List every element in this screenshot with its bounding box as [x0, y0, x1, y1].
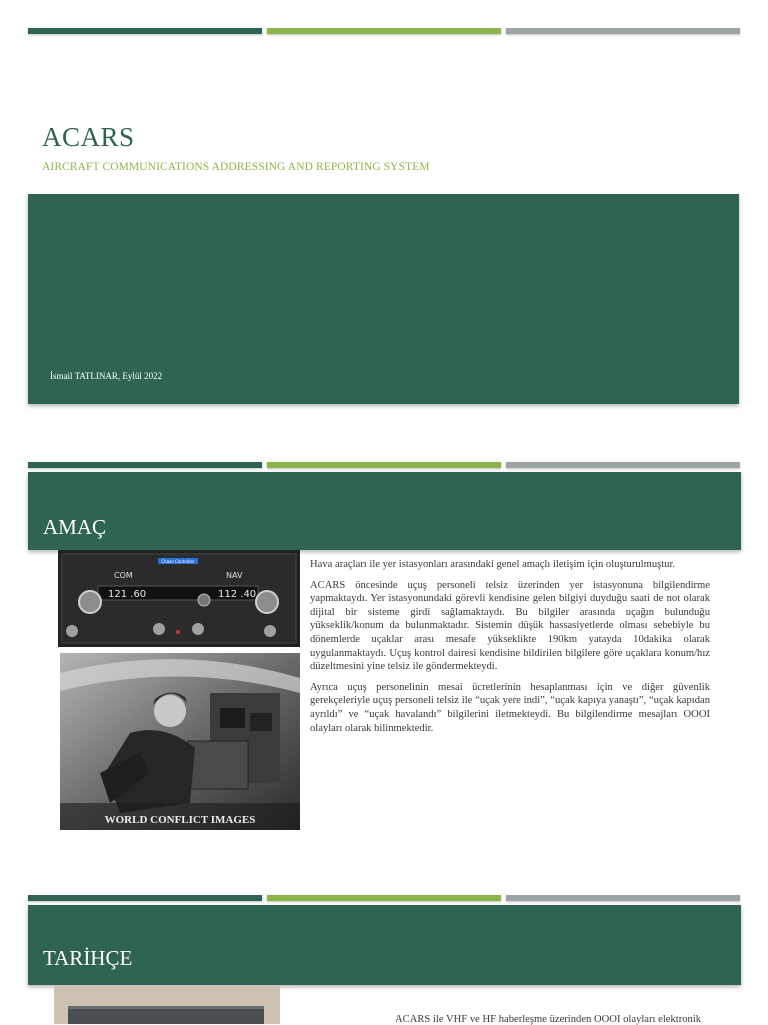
- slide2-body-text: [310, 558, 710, 742]
- radio-indicator-light: [176, 630, 180, 634]
- radio-knob-small-1: [66, 625, 78, 637]
- slide3-accent-bar-lightgreen: [267, 895, 501, 901]
- radio-panel-image: [58, 550, 300, 647]
- slide2-accent-bar-gray: [506, 462, 740, 468]
- slide1-accent-bar-gray: [506, 28, 740, 34]
- slide2-accent-bar-dark: [28, 462, 262, 468]
- slide3-accent-bar-gray: [506, 895, 740, 901]
- radio-nav-frequency: 112 .40: [218, 589, 257, 600]
- radio-knob-right: [256, 591, 278, 613]
- slide2-paragraph-2: ACARS öncesinde uçuş personeli telsiz üzerinden yer istasyonuna bilgilendirme yapmaktaydı. Yer istasyonundaki görevli kendisine gelen bilgiyi duyduğu saati de not olarak dijital bir sisteme girdi sağlamaktaydı. Bu bilgiler arasında uçağın bulunduğu yükseklik/konum da bulunmaktadır. Sistemin düşük hassasiyetlerde olması sebebiyle bu dönemlerde uçaklar arası mesafe yükseklikte 190km yatayda 10dakika olarak uygulanmaktaydı. Uçuş kontrol dairesi kendisine bildirilen bilgilere göre uçaklara konum/hız düzeltmesini yine telsiz ile göndermekteydi.: [310, 579, 710, 673]
- radio-knob-small-3: [192, 623, 204, 635]
- slide2-paragraph-3: Ayrıca uçuş personelinin mesai ücretlerinin hesaplanması için ve diğer güvenlik gerekçeleriyle uçuş personeli telsiz ile “uçak yere indi”, “uçak kapıya yanaştı”, “uçak kapıdan ayrıldı” ve “uçak havalandı” bilgilerini iletmekteydi. Bu bilgilendirme mesajları OOOI olayları olarak bilinmektedir.: [310, 681, 710, 734]
- slide2-paragraph-1: Hava araçları ile yer istasyonları arasındaki genel amaçlı iletişim için oluşturulmuştur.: [310, 559, 676, 570]
- slide3-text-start: ACARS ile VHF ve HF haberleşme üzerinden OOOI olayları elektronik: [395, 1014, 702, 1025]
- radio-knob-center: [198, 594, 210, 606]
- radio-knob-left: [79, 591, 101, 613]
- slide1-subtitle: AIRCRAFT COMMUNICATIONS ADDRESSING AND REPORTING SYSTEM: [42, 161, 430, 173]
- slide3-header-panel: [28, 905, 741, 985]
- slide1-accent-bar-dark: [28, 28, 262, 34]
- slide2-heading: AMAÇ: [43, 515, 107, 539]
- radio-panel-drawing: [58, 550, 300, 647]
- radio-com-frequency: 121 .60: [108, 589, 147, 600]
- radio-com-label: COM: [114, 571, 133, 580]
- slide1-author: İsmail TATLINAR, Eylül 2022: [50, 371, 163, 381]
- radio-blue-label-text: Chase Controller: [161, 559, 195, 564]
- radio-knob-small-2: [153, 623, 165, 635]
- radio-nav-label: NAV: [226, 571, 243, 580]
- slide2-header-panel: [28, 472, 741, 550]
- radio-operator-photo: [60, 653, 300, 830]
- radio-operator-drawing: [60, 653, 300, 830]
- slide1-accent-bar-lightgreen: [267, 28, 501, 34]
- slide1-title: ACARS: [42, 122, 135, 152]
- slide3-heading: TARİHÇE: [43, 946, 133, 970]
- photo-caption: WORLD CONFLICT IMAGES: [104, 814, 256, 826]
- slide3-device-image: [54, 986, 280, 1024]
- radio-knob-small-4: [264, 625, 276, 637]
- slide3-device-drawing: [54, 986, 280, 1024]
- slide2-accent-bar-lightgreen: [267, 462, 501, 468]
- slide3-accent-bar-dark: [28, 895, 262, 901]
